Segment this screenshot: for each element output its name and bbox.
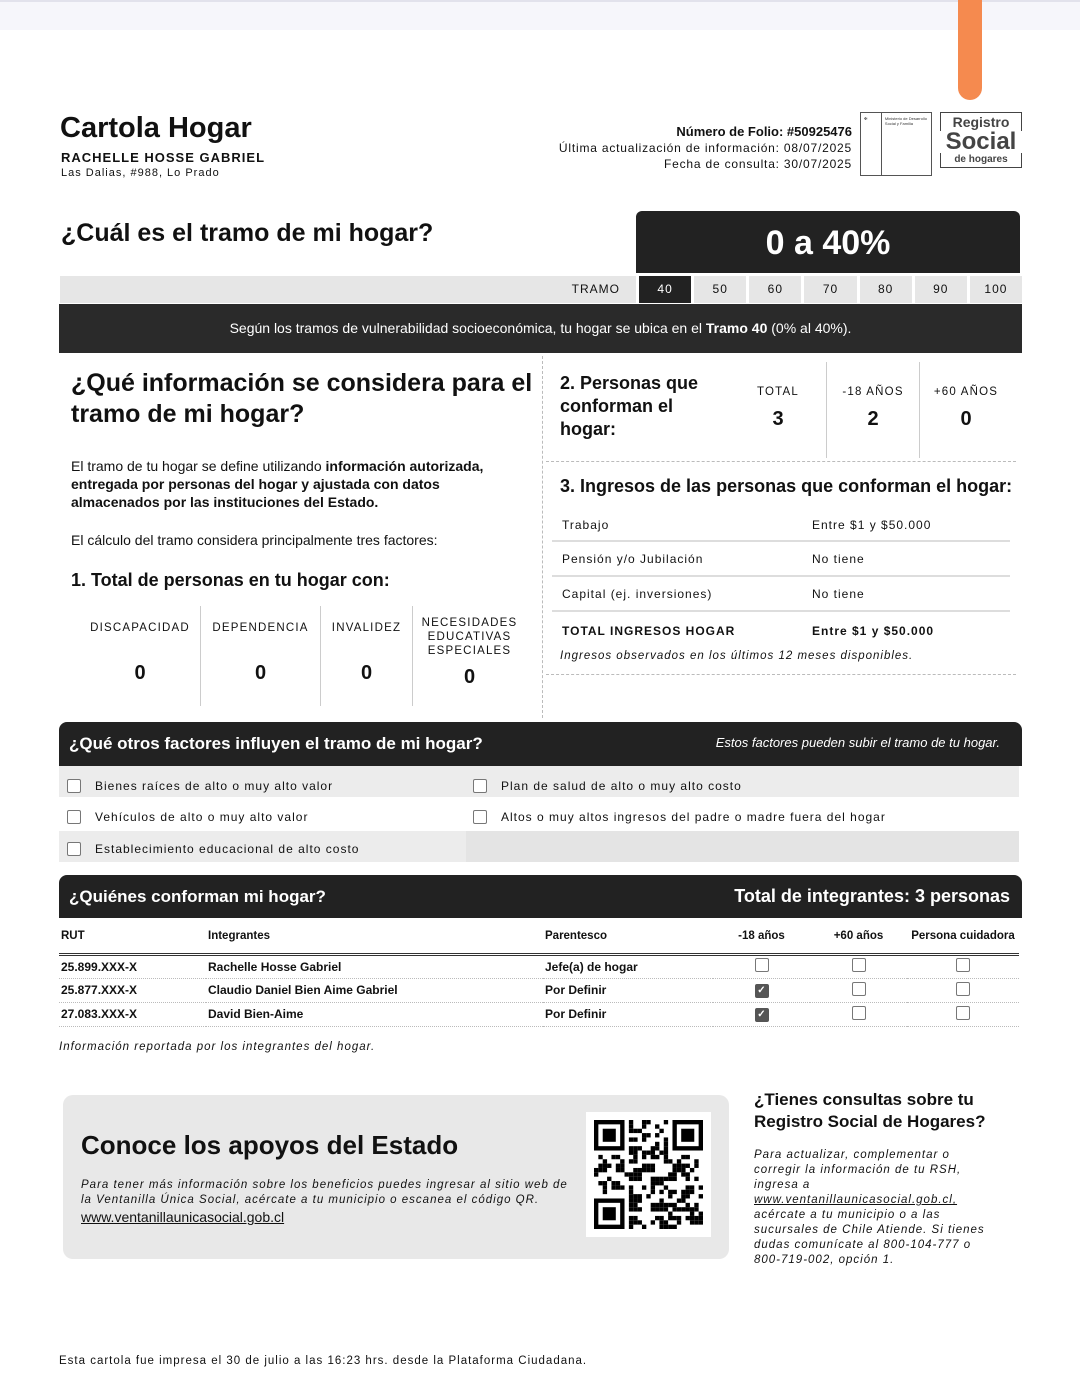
orange-marker-stroke — [958, 0, 982, 100]
hogar-header: ¿Quiénes conforman mi hogar? Total de integrantes: 3 personas — [59, 875, 1022, 918]
info-question: ¿Qué información se considera para el tramo de mi hogar? — [71, 369, 533, 428]
factor-item: Plan de salud de alto o muy alto costo — [473, 770, 742, 801]
ingreso-row: Trabajo Entre $1 y $50.000 — [552, 510, 1010, 542]
ingresos-note: Ingresos observados en los últimos 12 meses disponibles. — [560, 650, 914, 662]
last-update: Última actualización de información: 08/07/2025 — [558, 141, 852, 155]
ministry-logo: ✠ Ministerio de Desarrollo Social y Familia — [860, 112, 932, 176]
folio-number: Número de Folio: #50925476 — [676, 124, 852, 139]
members-note: Información reportada por los integrantes del hogar. — [59, 1041, 376, 1053]
checkbox — [852, 1006, 866, 1020]
apoyos-title: Conoce los apoyos del Estado — [81, 1130, 459, 1160]
tramo-explanation: Según los tramos de vulnerabilidad socioeconómica, tu hogar se ubica en el Tramo 40 (0% al 40%). — [59, 304, 1022, 353]
consultas-text: Para actualizar, complementar o corregir la información de tu RSH, ingresa a www.ventanillaunicasocial.gob.cl, acércate a tu municipio o a las sucursales de Chile Atiende. Si tienes dudas comunícate al 800-104-777 o 800-719-002, opción 1. — [754, 1149, 985, 1266]
query-date: Fecha de consulta: 30/07/2025 — [664, 157, 852, 171]
personas-title: 2. Personas que conforman el hogar: — [560, 373, 699, 439]
checkbox — [852, 958, 866, 972]
checkbox — [67, 842, 81, 856]
top-bar — [0, 0, 1080, 30]
tramo-step: 40 — [636, 276, 691, 303]
ingresos-table — [552, 510, 1010, 662]
members-table: RUT Integrantes Parentesco -18 años +60 años Persona cuidadora 25.899.XXX-X Rachelle Hosse Gabriel Jefe(a) de hogar 25.877.XXX-X Claudio Daniel Bien Aime Gabriel Por Definir ✓ 27.083.XXX-X David Bien-Aime Por Definir ✓ — [59, 920, 1019, 1027]
ingresos-title: 3. Ingresos de las personas que conforman el hogar: — [560, 476, 1013, 496]
factor-item: Vehículos de alto o muy alto valor — [67, 801, 308, 832]
condition-discapacidad: DISCAPACIDAD 0 — [90, 622, 190, 684]
conditions — [80, 606, 526, 706]
divider — [542, 356, 543, 718]
tramo-step: 70 — [801, 276, 856, 303]
checkbox — [67, 810, 81, 824]
checkbox — [956, 958, 970, 972]
condition-dependencia: DEPENDENCIA 0 — [200, 606, 320, 706]
checkbox — [956, 1006, 970, 1020]
tramo-step: 60 — [746, 276, 801, 303]
holder-address: Las Dalias, #988, Lo Prado — [61, 167, 220, 179]
checkbox — [956, 982, 970, 996]
checkbox: ✓ — [755, 1008, 769, 1022]
member-row: 25.877.XXX-X Claudio Daniel Bien Aime Gabriel Por Definir ✓ — [59, 978, 1019, 1002]
count-mayores: +60 AÑOS 0 — [919, 362, 1012, 458]
otros-header: ¿Qué otros factores influyen el tramo de mi hogar? Estos factores pueden subir el tramo de tu hogar. — [59, 722, 1022, 766]
factor-item: Establecimiento educacional de alto costo — [67, 833, 359, 864]
ingreso-row: Pensión y/o Jubilación No tiene — [552, 542, 1010, 577]
ingreso-row: Capital (ej. inversiones) No tiene — [552, 577, 1010, 612]
tramo-step: 100 — [967, 276, 1022, 303]
page-title: Cartola Hogar — [60, 112, 252, 144]
info-factors: El cálculo del tramo considera principalmente tres factores: — [71, 532, 438, 548]
factor-1-title: 1. Total de personas en tu hogar con: — [71, 570, 390, 590]
tramo-value: 0 a 40% — [636, 211, 1020, 273]
divider — [546, 461, 1016, 462]
footer: Esta cartola fue impresa el 30 de julio a las 16:23 hrs. desde la Plataforma Ciudadana. — [59, 1355, 588, 1367]
tramo-label: TRAMO — [571, 282, 620, 296]
checkbox — [67, 779, 81, 793]
checkbox — [852, 982, 866, 996]
tramo-scale — [60, 276, 1022, 303]
tramo-step: 50 — [691, 276, 746, 303]
member-row: 27.083.XXX-X David Bien-Aime Por Definir ✓ — [59, 1002, 1019, 1026]
tramo-question: ¿Cuál es el tramo de mi hogar? — [61, 219, 434, 247]
count-total: TOTAL 3 — [757, 386, 799, 430]
checkbox — [473, 810, 487, 824]
consultas-link[interactable]: www.ventanillaunicasocial.gob.cl, — [754, 1194, 958, 1206]
registro-social-logo: Registro Social de hogares — [940, 112, 1022, 168]
personas-counts — [730, 362, 1016, 458]
condition-nee: NECESIDADES EDUCATIVAS ESPECIALES 0 — [412, 606, 526, 706]
ingreso-total: TOTAL INGRESOS HOGAR Entre $1 y $50.000 — [562, 624, 935, 638]
tramo-step: 80 — [857, 276, 912, 303]
count-menores: -18 AÑOS 2 — [826, 362, 919, 458]
apoyos-link[interactable]: www.ventanillaunicasocial.gob.cl — [81, 1209, 285, 1225]
factor-item: Bienes raíces de alto o muy alto valor — [67, 770, 333, 801]
divider — [546, 674, 1016, 675]
apoyos-text: Para tener más información sobre los beneficios puedes ingresar al sitio web de la Ventanilla Única Social, acércate a tu municipio o escanea el código QR. — [81, 1179, 568, 1206]
factor-item: Altos o muy altos ingresos del padre o madre fuera del hogar — [473, 801, 886, 832]
info-paragraph: El tramo de tu hogar se define utilizando información autorizada, entregada por personas del hogar y ajustada con datos almacenados por las instituciones del Estado. — [71, 458, 484, 510]
tramo-step: 90 — [912, 276, 967, 303]
checkbox — [755, 958, 769, 972]
checkbox — [473, 779, 487, 793]
member-row: 25.899.XXX-X Rachelle Hosse Gabriel Jefe(a) de hogar — [59, 954, 1019, 978]
apoyos-box — [63, 1095, 729, 1259]
qr-code[interactable] — [586, 1112, 711, 1237]
condition-invalidez: INVALIDEZ 0 — [320, 606, 412, 706]
otros-list — [59, 766, 1019, 862]
checkbox: ✓ — [755, 984, 769, 998]
folio-meta — [559, 124, 852, 172]
holder-name: RACHELLE HOSSE GABRIEL — [61, 150, 266, 165]
consultas-title: ¿Tienes consultas sobre tu Registro Social de Hogares? — [754, 1090, 986, 1131]
